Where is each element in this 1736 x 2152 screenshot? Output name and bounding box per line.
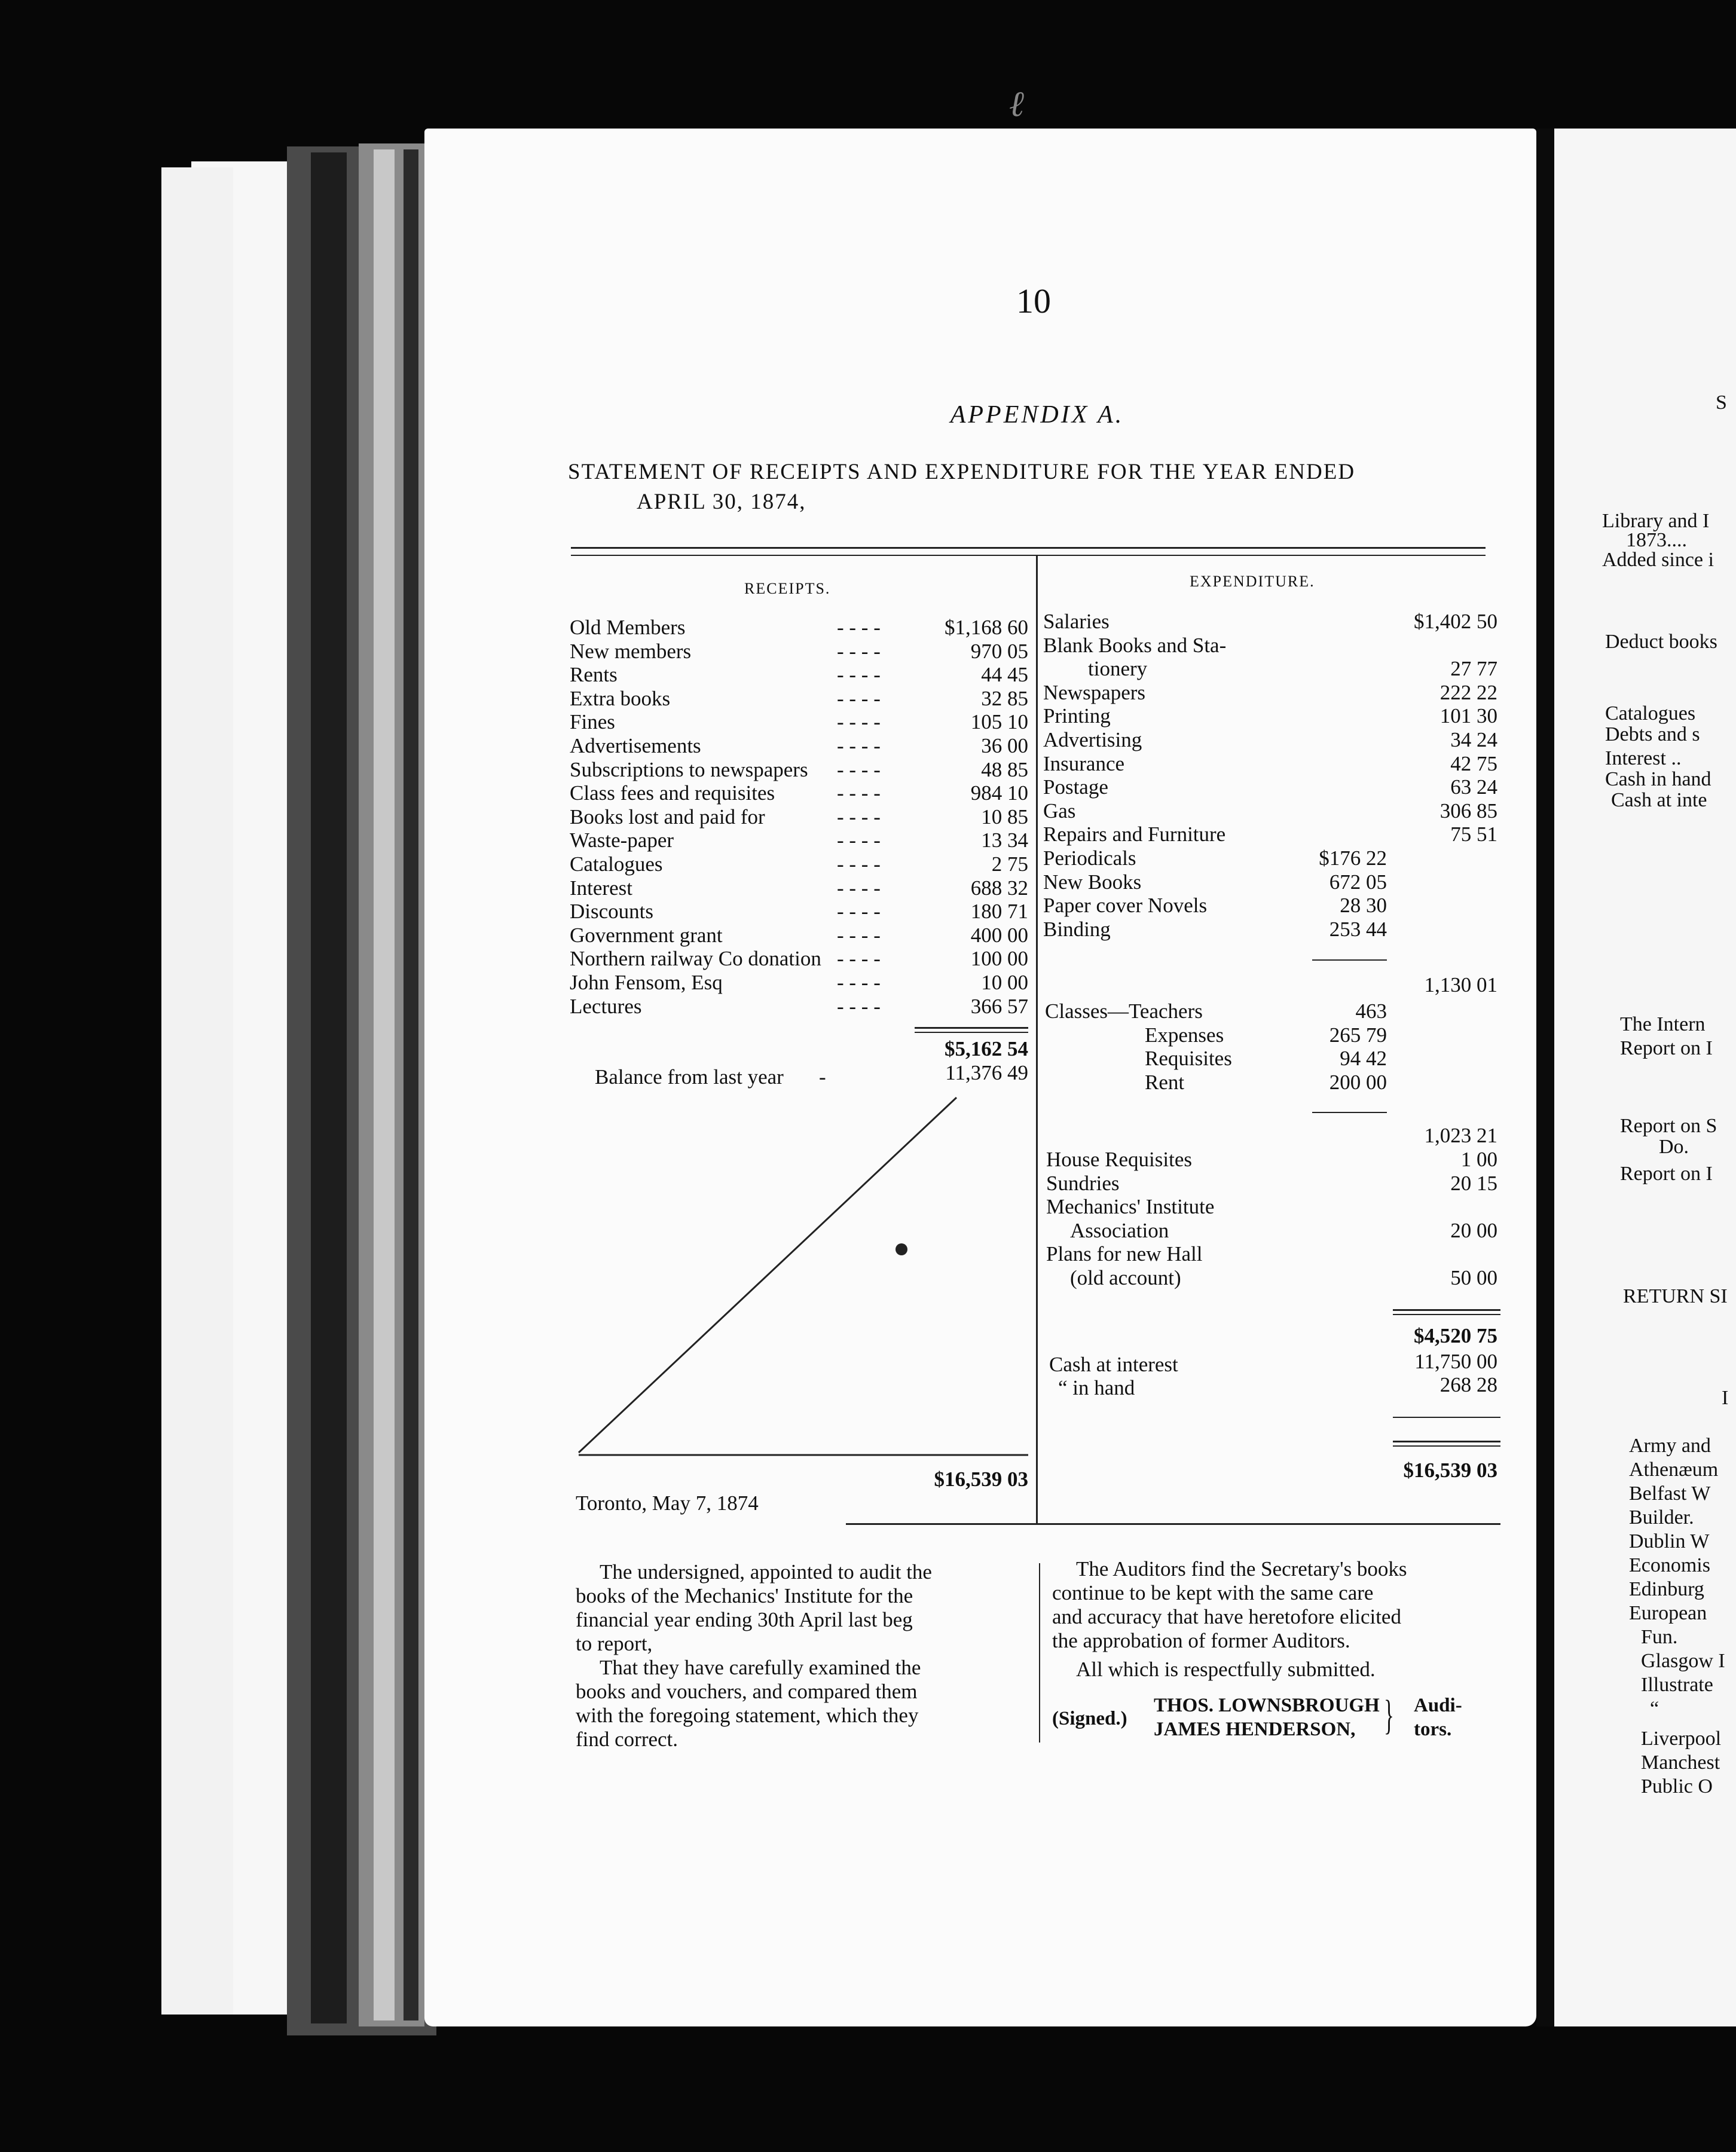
expenditure-inner-amount: 253 44 [1329, 917, 1387, 941]
right-page-text: Illustrate [1641, 1674, 1713, 1696]
expenditure-inner-amount: 28 30 [1340, 894, 1387, 918]
right-page-text: Report on I [1620, 1037, 1713, 1059]
expenditure-label: Blank Books and Sta- [1043, 633, 1227, 657]
cancel-diagonal [574, 1094, 1040, 1465]
receipt-amount: 2 75 [991, 852, 1028, 876]
statement-title-line1: STATEMENT OF RECEIPTS AND EXPENDITURE FOR THE YEAR ENDED [568, 460, 1356, 484]
right-page-text: Economis [1629, 1554, 1710, 1576]
receipt-amount: 180 71 [970, 900, 1028, 924]
expenditure-label: tionery [1088, 657, 1148, 681]
right-page-text: The Intern [1620, 1013, 1706, 1035]
expenditure-amount: $1,402 50 [1414, 610, 1497, 633]
right-page-text: Edinburg [1629, 1578, 1704, 1600]
expenditure-label: Repairs and Furniture [1043, 823, 1226, 846]
expenditure-label: Periodicals [1043, 846, 1136, 870]
auditors-word-1: Audi- [1414, 1695, 1462, 1716]
classes-amount: 265 79 [1329, 1023, 1387, 1047]
expenditure-subtotal: $4,520 75 [1414, 1324, 1497, 1347]
expenditure-misc-label: House Requisites [1046, 1148, 1193, 1171]
cash-hand-amount: 268 28 [1439, 1373, 1497, 1396]
expenditure-misc-amount: 20 00 [1450, 1218, 1497, 1242]
receipt-leader: - - - - [837, 686, 881, 710]
receipt-leader: - - - - [837, 876, 881, 900]
audit-right-line: The Auditors find the Secretary's books [1076, 1557, 1407, 1581]
right-page-text: 1873.... [1626, 529, 1687, 551]
receipt-amount: 400 00 [970, 923, 1028, 947]
receipt-label: Waste-paper [570, 829, 674, 852]
receipt-leader: - - - - [837, 829, 881, 852]
receipt-amount: 48 85 [981, 757, 1028, 781]
audit-left-line: That they have carefully examined the [600, 1656, 921, 1679]
receipt-label: Catalogues [570, 852, 663, 876]
audit-right-line: the approbation of former Auditors. [1052, 1629, 1350, 1652]
expenditure-amount: 306 85 [1439, 799, 1497, 823]
receipt-label: New members [570, 639, 692, 663]
receipt-leader: - - - - [837, 923, 881, 947]
audit-right-line: and accuracy that have heretofore elicited [1052, 1605, 1401, 1628]
book-under-sheet [161, 167, 233, 2015]
expenditure-misc-label: Plans for new Hall [1046, 1242, 1203, 1266]
audit-left-line: financial year ending 30th April last beg [576, 1608, 913, 1631]
receipt-amount: 100 00 [970, 947, 1028, 971]
receipt-label: Extra books [570, 686, 671, 710]
classes-label: Rent [1145, 1070, 1185, 1094]
pencil-mark: ℓ [1009, 84, 1024, 124]
receipt-leader: - - - - [837, 616, 881, 639]
receipt-leader: - - - - [837, 852, 881, 876]
expenditure-label: Newspapers [1043, 680, 1146, 704]
receipt-leader: - - - - [837, 971, 881, 994]
receipt-leader: - - - - [837, 639, 881, 663]
bottom-rule [846, 1523, 1500, 1525]
expenditure-amount: 222 22 [1439, 680, 1497, 704]
right-page-text: Public O [1641, 1775, 1713, 1798]
receipt-leader: - - - - [837, 805, 881, 829]
receipt-leader: - - - - [837, 781, 881, 805]
audit-right-line: continue to be kept with the same care [1052, 1581, 1374, 1604]
receipt-amount: 688 32 [970, 876, 1028, 900]
balance-label: Balance from last year [595, 1065, 784, 1089]
right-page-text: I [1722, 1387, 1729, 1409]
auditors-word-2: tors. [1414, 1719, 1452, 1740]
receipt-label: Books lost and paid for [570, 805, 765, 829]
expenditure-amount: 63 24 [1450, 775, 1497, 799]
right-page-text: Interest .. [1605, 747, 1682, 769]
cash-interest-label: Cash at interest [1049, 1353, 1178, 1376]
expenditure-misc-label: Sundries [1046, 1171, 1120, 1195]
receipt-leader: - - - - [837, 994, 881, 1018]
classes-inner-rule [1312, 1112, 1387, 1113]
right-page-text: Glasgow I [1641, 1650, 1725, 1672]
receipt-amount: 36 00 [981, 734, 1028, 757]
page-stack-shadow [404, 149, 418, 2020]
audit-left-line: to report, [576, 1632, 653, 1655]
right-page-text: Cash in hand [1605, 768, 1711, 790]
right-page-text: Dublin W [1629, 1530, 1710, 1552]
exp-subtotal-rule-1 [1393, 1309, 1500, 1311]
receipt-amount: 10 00 [981, 971, 1028, 994]
receipt-label: Fines [570, 710, 615, 734]
right-page-text: Do. [1659, 1136, 1689, 1158]
audit-divider [1039, 1563, 1040, 1743]
exp-total-rule-1 [1393, 1441, 1500, 1442]
statement-title-line2: APRIL 30, 1874, [637, 490, 806, 514]
receipt-leader: - - - - [837, 734, 881, 757]
receipt-label: Rents [570, 663, 618, 687]
receipt-label: Subscriptions to newspapers [570, 757, 808, 781]
right-page-text: Liverpool [1641, 1728, 1722, 1750]
expenditure-misc-label: (old account) [1070, 1266, 1181, 1289]
receipt-label: Government grant [570, 923, 723, 947]
receipt-label: Interest [570, 876, 632, 900]
right-page-text: “ [1650, 1698, 1659, 1720]
right-page-text: RETURN SI [1623, 1285, 1728, 1307]
right-page-text: Library and I [1602, 510, 1710, 532]
receipt-label: Lectures [570, 994, 642, 1018]
classes-label: Expenses [1145, 1023, 1224, 1047]
balance-dash: - [819, 1065, 826, 1089]
right-page-text: Fun. [1641, 1626, 1678, 1648]
right-page-text: European [1629, 1602, 1707, 1624]
expenditure-misc-amount: 1 00 [1460, 1148, 1497, 1171]
receipt-label: John Fensom, Esq [570, 971, 723, 994]
top-rule-2 [571, 555, 1486, 556]
book-cover-shadow [311, 152, 347, 2023]
receipt-amount: 105 10 [970, 710, 1028, 734]
receipt-label: Advertisements [570, 734, 701, 757]
audit-left-line: books and vouchers, and compared them [576, 1680, 918, 1703]
classes-label: Classes—Teachers [1045, 999, 1203, 1023]
classes-amount: 94 42 [1340, 1047, 1387, 1071]
receipts-subtotal-rule-1 [915, 1027, 1028, 1029]
receipt-amount: 10 85 [981, 805, 1028, 829]
right-page-text: Manchest [1641, 1751, 1720, 1774]
audit-left-line: with the foregoing statement, which they [576, 1704, 919, 1727]
right-page-text: Report on S [1620, 1115, 1717, 1137]
right-page-text: Athenæum [1629, 1459, 1719, 1481]
receipt-label: Class fees and requisites [570, 781, 775, 805]
audit-report-left [576, 1560, 932, 1751]
right-page-text: Builder. [1629, 1506, 1694, 1529]
receipt-amount: 984 10 [970, 781, 1028, 805]
cash-hand-label: “ in hand [1058, 1376, 1135, 1399]
receipt-amount: 13 34 [981, 829, 1028, 852]
place-date: Toronto, May 7, 1874 [576, 1491, 759, 1515]
receipts-header: RECEIPTS. [744, 580, 831, 597]
classes-amount: 200 00 [1329, 1070, 1387, 1094]
auditor-2: JAMES HENDERSON, [1154, 1719, 1356, 1740]
page-stack-highlight [374, 149, 395, 2020]
right-page-text: Added since i [1602, 549, 1714, 571]
expenditure-label: Salaries [1043, 610, 1110, 633]
right-page-text: Belfast W [1629, 1482, 1711, 1505]
right-page-text: Debts and s [1605, 723, 1700, 745]
expenditure-label: Binding [1043, 917, 1111, 941]
receipt-label: Old Members [570, 616, 686, 639]
expenditure-label: Paper cover Novels [1043, 894, 1208, 918]
right-page-text: Cash at inte [1611, 789, 1707, 811]
cash-interest-amount: 11,750 00 [1414, 1350, 1497, 1373]
expenditure-label: Gas [1043, 799, 1076, 823]
audit-left-line: find correct. [576, 1728, 678, 1751]
receipt-leader: - - - - [837, 900, 881, 924]
receipts-subtotal-rule-2 [915, 1032, 1028, 1033]
expenditure-label: New Books [1043, 870, 1142, 894]
right-page-text: Army and [1629, 1435, 1711, 1457]
expenditure-amount: 42 75 [1450, 751, 1497, 775]
expenditure-amount: 101 30 [1439, 704, 1497, 728]
receipt-leader: - - - - [837, 663, 881, 687]
exp-cash-rule [1393, 1417, 1500, 1418]
expenditure-amount: 75 51 [1450, 823, 1497, 846]
library-total: 1,130 01 [1424, 973, 1497, 996]
signed-label: (Signed.) [1052, 1708, 1127, 1729]
exp-subtotal-rule-2 [1393, 1314, 1500, 1315]
expenditure-label: Printing [1043, 704, 1111, 728]
receipt-amount: 970 05 [970, 639, 1028, 663]
receipt-label: Discounts [570, 900, 653, 924]
expenditure-label: Insurance [1043, 751, 1125, 775]
receipt-amount: 32 85 [981, 686, 1028, 710]
receipt-amount: $1,168 60 [945, 616, 1028, 639]
expenditure-total: $16,539 03 [1403, 1459, 1497, 1482]
expenditure-misc-label: Association [1070, 1218, 1169, 1242]
classes-total: 1,023 21 [1424, 1124, 1497, 1147]
receipts-total: $16,539 03 [934, 1468, 1028, 1491]
receipt-label: Northern railway Co donation [570, 947, 821, 971]
right-page-text: Deduct books [1605, 631, 1717, 653]
audit-right-line: All which is respectfully submitted. [1076, 1658, 1376, 1681]
receipt-leader: - - - - [837, 710, 881, 734]
classes-amount: 463 [1355, 999, 1387, 1023]
receipt-leader: - - - - [837, 947, 881, 971]
library-inner-rule [1312, 959, 1387, 961]
right-page-text: Report on I [1620, 1163, 1713, 1185]
top-rule-1 [571, 547, 1486, 549]
audit-left-line: books of the Mechanics' Institute for the [576, 1584, 913, 1607]
expenditure-label: Advertising [1043, 728, 1142, 751]
expenditure-misc-label: Mechanics' Institute [1046, 1195, 1215, 1219]
expenditure-misc-amount: 20 15 [1450, 1171, 1497, 1195]
expenditure-amount: 27 77 [1450, 657, 1497, 681]
expenditure-inner-amount: 672 05 [1329, 870, 1387, 894]
receipt-amount: 366 57 [970, 994, 1028, 1018]
classes-label: Requisites [1145, 1047, 1232, 1071]
receipt-leader: - - - - [837, 757, 881, 781]
receipt-amount: 44 45 [981, 663, 1028, 687]
expenditure-misc-amount: 50 00 [1450, 1266, 1497, 1289]
expenditure-label: Postage [1043, 775, 1108, 799]
appendix-title: APPENDIX A. [950, 401, 1124, 429]
audit-report-right [1052, 1557, 1407, 1682]
right-page-text: S [1716, 392, 1727, 414]
exp-total-rule-2 [1393, 1445, 1500, 1447]
receipts-subtotal: $5,162 54 [945, 1037, 1028, 1060]
expenditure-inner-amount: $176 22 [1319, 846, 1387, 870]
balance-amount: 11,376 49 [945, 1061, 1028, 1084]
auditor-1: THOS. LOWNSBROUGH [1154, 1695, 1380, 1716]
auditors-brace: } [1384, 1692, 1394, 1738]
expenditure-header: EXPENDITURE. [1190, 573, 1315, 590]
right-page-text: Catalogues [1605, 702, 1696, 725]
page-number: 10 [1016, 282, 1051, 320]
audit-left-line: The undersigned, appointed to audit the [600, 1560, 932, 1584]
expenditure-amount: 34 24 [1450, 728, 1497, 751]
